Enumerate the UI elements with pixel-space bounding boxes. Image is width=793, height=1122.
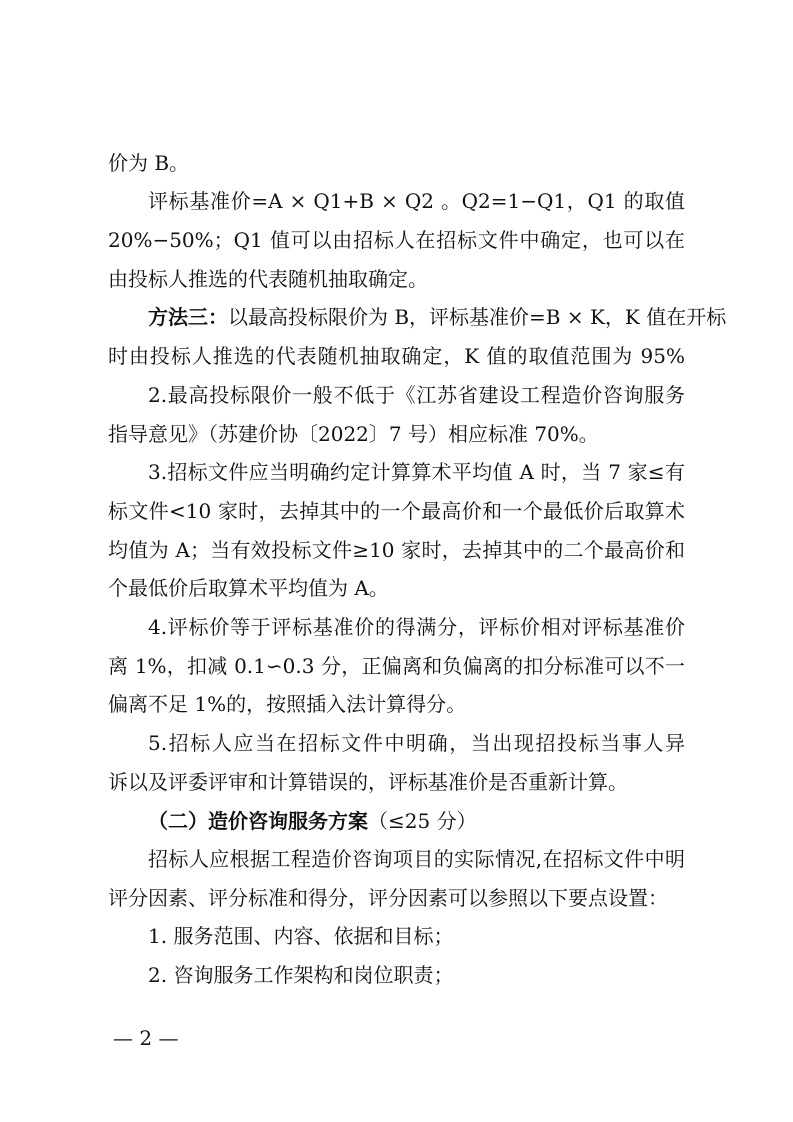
text-line: 诉以及评委评审和计算错误的，评标基准价是否重新计算。	[108, 770, 628, 794]
text-line: 时由投标人推选的代表随机抽取确定，K 值的取值范围为 95%	[108, 344, 685, 368]
text-line: 评标基准价=A × Q1+B × Q2 。Q2=1−Q1，Q1 的取值	[148, 189, 685, 213]
text-line: 均值为 A；当有效投标文件≥10 家时，去掉其中的二个最高价和	[108, 538, 685, 562]
text-line: 2.最高投标限价一般不低于《江苏省建设工程造价咨询服务	[148, 383, 685, 407]
text-line: 指导意见》（苏建价协〔2022〕7 号）相应标准 70%。	[108, 422, 599, 446]
text-line: 个最低价后取算术平均值为 A。	[108, 576, 389, 600]
text-line: 20%−50%；Q1 值可以由招标人在招标文件中确定，也可以在	[108, 228, 685, 252]
text-line: 招标人应根据工程造价咨询项目的实际情况,在招标文件中明	[148, 847, 685, 871]
list-item: 2. 咨询服务工作架构和岗位职责；	[148, 963, 454, 987]
text-line: 由投标人推选的代表随机抽取确定。	[108, 267, 428, 291]
text-span: 以最高投标限价为 B，评标基准价=B × K，K 值在开标	[228, 305, 727, 329]
method-three-paragraph-start	[148, 302, 726, 332]
text-line: 偏离不足 1%的，按照插入法计算得分。	[108, 692, 467, 716]
page-number: — 2 —	[113, 1026, 179, 1050]
text-line: 4.评标价等于评标基准价的得满分，评标价相对评标基准价	[148, 615, 685, 639]
text-line: 5.招标人应当在招标文件中明确，当出现招投标当事人异	[148, 731, 685, 755]
section-score: （≤25 分）	[368, 809, 477, 833]
text-line: 离 1%，扣减 0.1∽0.3 分，正偏离和负偏离的扣分标准可以不一	[108, 654, 685, 678]
text-line: 标文件<10 家时，去掉其中的一个最高价和一个最低价后取算术	[108, 499, 685, 523]
text-line: 价为 B。	[108, 151, 190, 175]
method-three-heading: 方法三：	[148, 305, 228, 329]
text-line: 3.招标文件应当明确约定计算算术平均值 A 时，当 7 家≤有	[148, 460, 685, 484]
list-item: 1. 服务范围、内容、依据和目标；	[148, 924, 454, 948]
section-heading	[148, 806, 477, 836]
section-title: （二）造价咨询服务方案	[148, 809, 368, 833]
text-line: 评分因素、评分标准和得分，评分因素可以参照以下要点设置：	[108, 886, 668, 910]
